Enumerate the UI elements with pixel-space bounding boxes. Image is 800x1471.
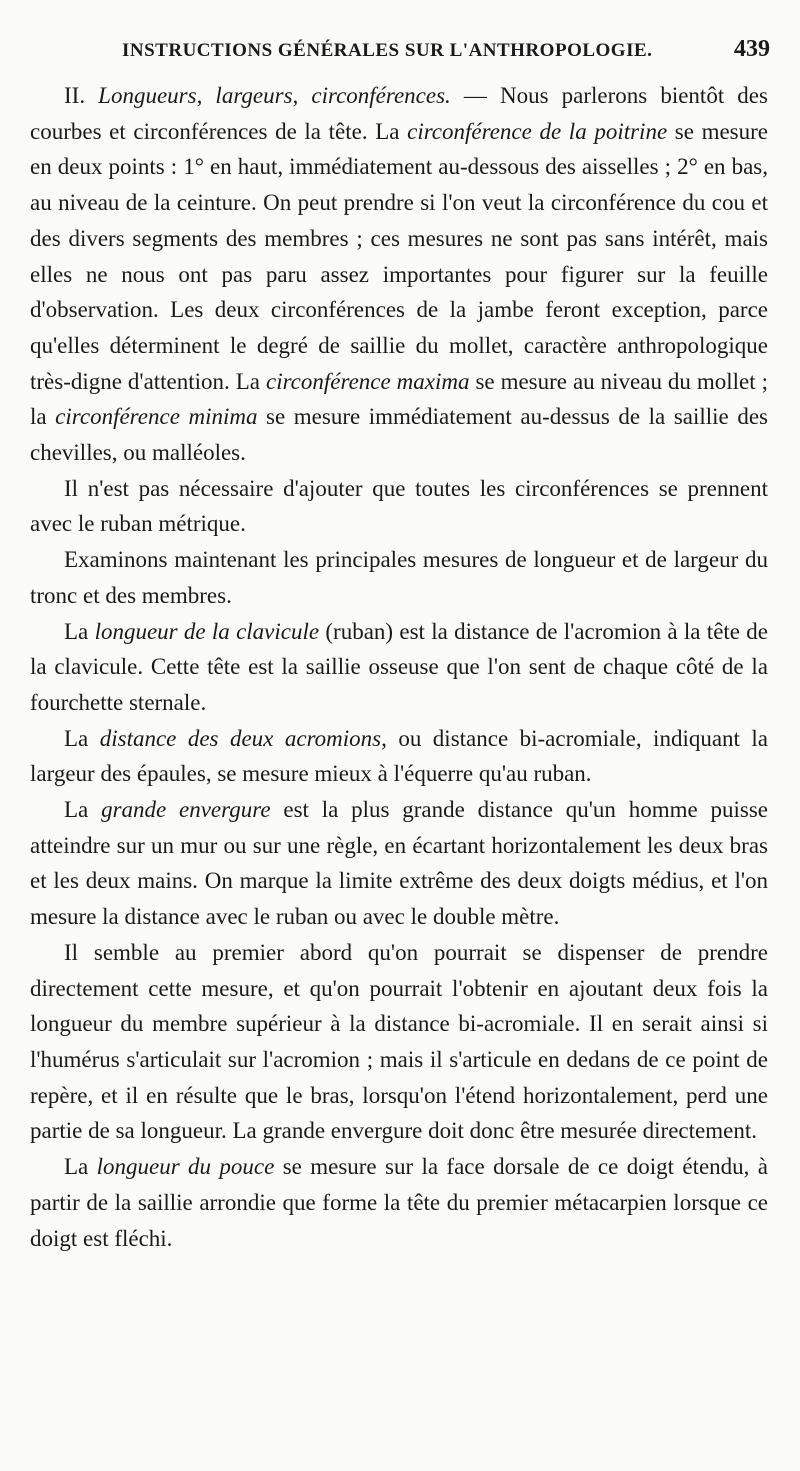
italic-term: circonférence de la poitrine	[407, 118, 668, 144]
italic-term: grande envergure	[101, 797, 271, 823]
italic-term: longueur de la clavicule	[94, 618, 320, 644]
body-text	[30, 78, 768, 1256]
paragraph-ruban: Il n'est pas nécessaire d'ajouter que toutes les circonférences se prennent avec le ruban métrique.	[30, 475, 768, 537]
paragraph-text: La	[64, 725, 100, 751]
paragraph-circumferences	[30, 78, 768, 471]
paragraph-text: se mesure en deux points : 1° en haut, immédiatement au-dessous des aisselles ; 2° en bas, au niveau de la ceinture. On peut prendre si l'on veut la circonférence du cou et des divers segments des membres ; ces mesures ne sont pas sans intérêt, mais elles ne nous ont pas paru assez importantes pour figurer sur la feuille d'observation. Les deux circonférences de la jambe feront exception, parce qu'elles déterminent le degré de saillie du mollet, caractère anthropologique très-digne d'attention. La	[30, 118, 768, 394]
paragraph-acromions	[30, 721, 768, 792]
paragraph-text: se mesure au niveau du mollet ; la	[30, 368, 768, 430]
paragraph-text: La	[64, 618, 95, 644]
section-heading: Longueurs, largeurs, circonférences.	[98, 83, 451, 108]
running-head: INSTRUCTIONS GÉNÉRALES SUR L'ANTHROPOLOGIE.	[122, 40, 653, 61]
page-header	[40, 36, 770, 72]
paragraph-text: se mesure immédiatement au-dessus de la saillie des chevilles, ou malléoles.	[30, 404, 768, 466]
paragraph-pouce	[30, 1149, 768, 1256]
section-number: II.	[64, 83, 99, 108]
paragraph-envergure	[30, 792, 768, 935]
paragraph-text: est la plus grande distance qu'un homme puisse atteindre sur un mur ou sur une règle, en écartant horizontalement les deux bras et les deux mains. On marque la limite extrême des deux doigts médius, et l'on mesure la distance avec le ruban ou avec le double mètre.	[30, 797, 769, 930]
italic-term: circonférence minima	[55, 404, 258, 430]
paragraph-text: se mesure sur la face dorsale de ce doigt étendu, à partir de la saillie arrondie que forme la tête du premier métacarpien lorsque ce doigt est fléchi.	[30, 1154, 768, 1251]
paragraph-humerus: Il semble au premier abord qu'on pourrait se dispenser de prendre directement cette mesure, et qu'on pourrait l'obtenir en ajoutant deux fois la longueur du membre supérieur à la distance bi-acromiale. Il en serait ainsi si l'humérus s'articulait sur l'acromion ; mais il s'articule en dedans de ce point de repère, et il en résulte que le bras, lorsqu'on l'étend horizontalement, perd une partie de sa longueur. La grande envergure doit donc être mesurée directement.	[30, 939, 768, 1144]
paragraph-text: , ou distance bi-acromiale, indiquant la largeur des épaules, se mesure mieux à l'équerre qu'au ruban.	[30, 725, 769, 787]
paragraph-clavicule	[30, 614, 768, 721]
italic-term: circonférence maxima	[265, 368, 470, 394]
italic-term: longueur du pouce	[96, 1154, 275, 1180]
paragraph-mesures: Examinons maintenant les principales mesures de longueur et de largeur du tronc et des membres.	[30, 547, 768, 608]
page-number: 439	[734, 36, 770, 62]
paragraph-text: — Nous parlerons bientôt des courbes et circonférences de la tête. La	[30, 83, 768, 144]
italic-term: distance des deux acromions	[99, 725, 382, 751]
paragraph-text: (ruban) est la distance de l'acromion à la tête de la clavicule. Cette tête est la saillie osseuse que l'on sent de chaque côté de la fourchette sternale.	[30, 618, 768, 715]
paragraph-text: La	[64, 797, 102, 823]
paragraph-text: La	[64, 1154, 97, 1180]
